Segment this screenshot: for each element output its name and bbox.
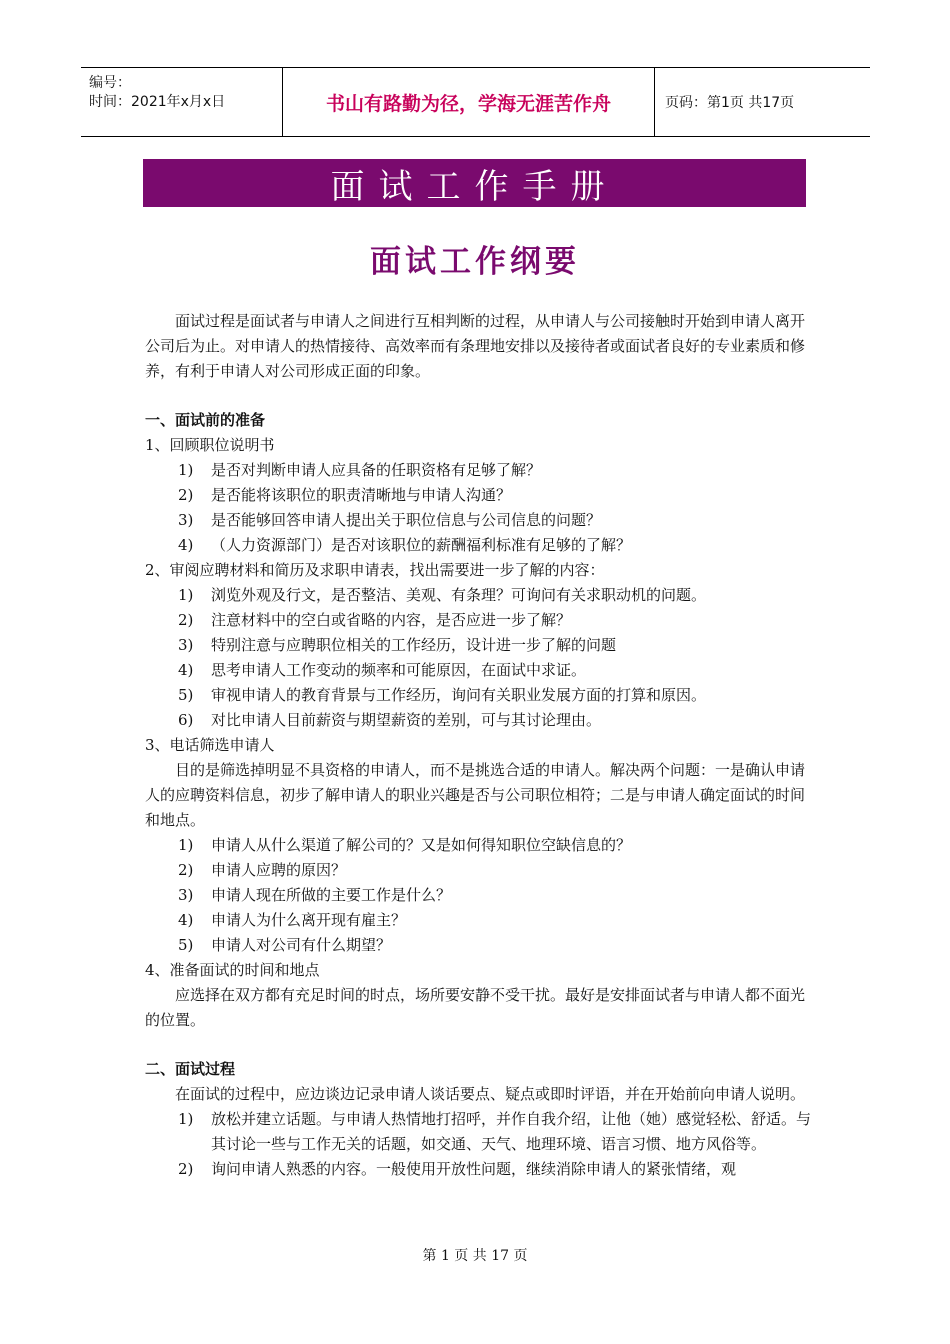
paragraph: 目的是筛选掉明显不具资格的申请人，而不是挑选合适的申请人。解决两个问题：一是确认申请人的应聘资料信息，初步了解申请人的职业兴趣是否与公司职位相符；二是与申请人确定面试的时间和地点。 xyxy=(145,761,806,829)
list-sub3 xyxy=(145,833,811,958)
document-body xyxy=(145,309,811,1182)
page-footer: 第 1 页 共 17 页 xyxy=(422,1248,528,1264)
list-item: 2) 申请人应聘的原因？ xyxy=(178,861,347,879)
paragraph: 应选择在双方都有充足时间的时点，场所要安静不受干扰。最好是安排面试者与申请人都不面光的位置。 xyxy=(145,986,806,1029)
list-item: 1) 是否对判断申请人应具备的任职资格有足够了解？ xyxy=(178,461,542,479)
section-heading: 一、面试前的准备 xyxy=(145,411,266,429)
list-item: 4) 思考申请人工作变动的频率和可能原因，在面试中求证。 xyxy=(178,661,587,679)
paragraph: 在面试的过程中，应边谈边记录申请人谈话要点、疑点或即时评语，并在开始前向申请人说明。 xyxy=(175,1085,806,1103)
list-item: 5) 审视申请人的教育背景与工作经历，询问有关职业发展方面的打算和原因。 xyxy=(178,686,707,704)
list-item: 2) 是否能将该职位的职责清晰地与申请人沟通？ xyxy=(178,486,512,504)
list-item: 6) 对比申请人目前薪资与期望薪资的差别，可与其讨论理由。 xyxy=(178,711,602,729)
subtitle: 面试工作纲要 xyxy=(370,244,580,280)
subsection-heading: 1、回顾职位说明书 xyxy=(145,436,275,454)
header-page-info: 页码：第1页 共17页 xyxy=(665,95,795,111)
list-item: 5) 申请人对公司有什么期望？ xyxy=(178,936,392,954)
list-item: 2) 询问申请人熟悉的内容。一般使用开放性问题，继续消除申请人的紧张情绪，观 xyxy=(178,1160,737,1178)
subsection-heading: 4、准备面试的时间和地点 xyxy=(145,961,320,979)
list-item: 3) 特别注意与应聘职位相关的工作经历，设计进一步了解的问题 xyxy=(178,636,617,654)
intro-paragraph: 面试过程是面试者与申请人之间进行互相判断的过程，从申请人与公司接触时开始到申请人离开公司后为止。对申请人的热情接待、高效率而有条理地安排以及接待者或面试者良好的专业素质和修养，有利于申请人对公司形成正面的印象。 xyxy=(145,312,806,380)
list-section2 xyxy=(145,1107,811,1182)
subsection-heading: 3、电话筛选申请人 xyxy=(145,736,275,754)
header-table xyxy=(81,67,870,137)
section-heading: 二、面试过程 xyxy=(145,1060,236,1078)
header-meta xyxy=(81,68,283,136)
list-sub2 xyxy=(145,583,811,733)
header-motto: 书山有路勤为径，学海无涯苦作舟 xyxy=(283,68,655,136)
code-label: 编号： xyxy=(89,75,131,91)
list-item: 2) 注意材料中的空白或省略的内容，是否应进一步了解？ xyxy=(178,611,572,629)
list-item: 4) （人力资源部门）是否对该职位的薪酬福利标准有足够的了解？ xyxy=(178,536,632,554)
list-sub1 xyxy=(145,458,811,558)
list-item: 4) 申请人为什么离开现有雇主？ xyxy=(178,911,407,929)
date-label: 时间：2021年x月x日 xyxy=(89,94,226,110)
list-item: 1) 浏览外观及行文，是否整洁、美观、有条理？可询问有关求职动机的问题。 xyxy=(178,586,707,604)
list-item: 1) 申请人从什么渠道了解公司的？又是如何得知职位空缺信息的？ xyxy=(178,836,632,854)
title-banner: 面试工作手册 xyxy=(143,159,806,207)
subsection-heading: 2、审阅应聘材料和简历及求职申请表，找出需要进一步了解的内容： xyxy=(145,561,605,579)
list-item: 1) 放松并建立话题。与申请人热情地打招呼，并作自我介绍，让他（她）感觉轻松、舒适。与其讨论一些与工作无关的话题，如交通、天气、地理环境、语言习惯、地方风俗等。 xyxy=(178,1110,812,1153)
list-item: 3) 申请人现在所做的主要工作是什么？ xyxy=(178,886,452,904)
list-item: 3) 是否能够回答申请人提出关于职位信息与公司信息的问题？ xyxy=(178,511,602,529)
